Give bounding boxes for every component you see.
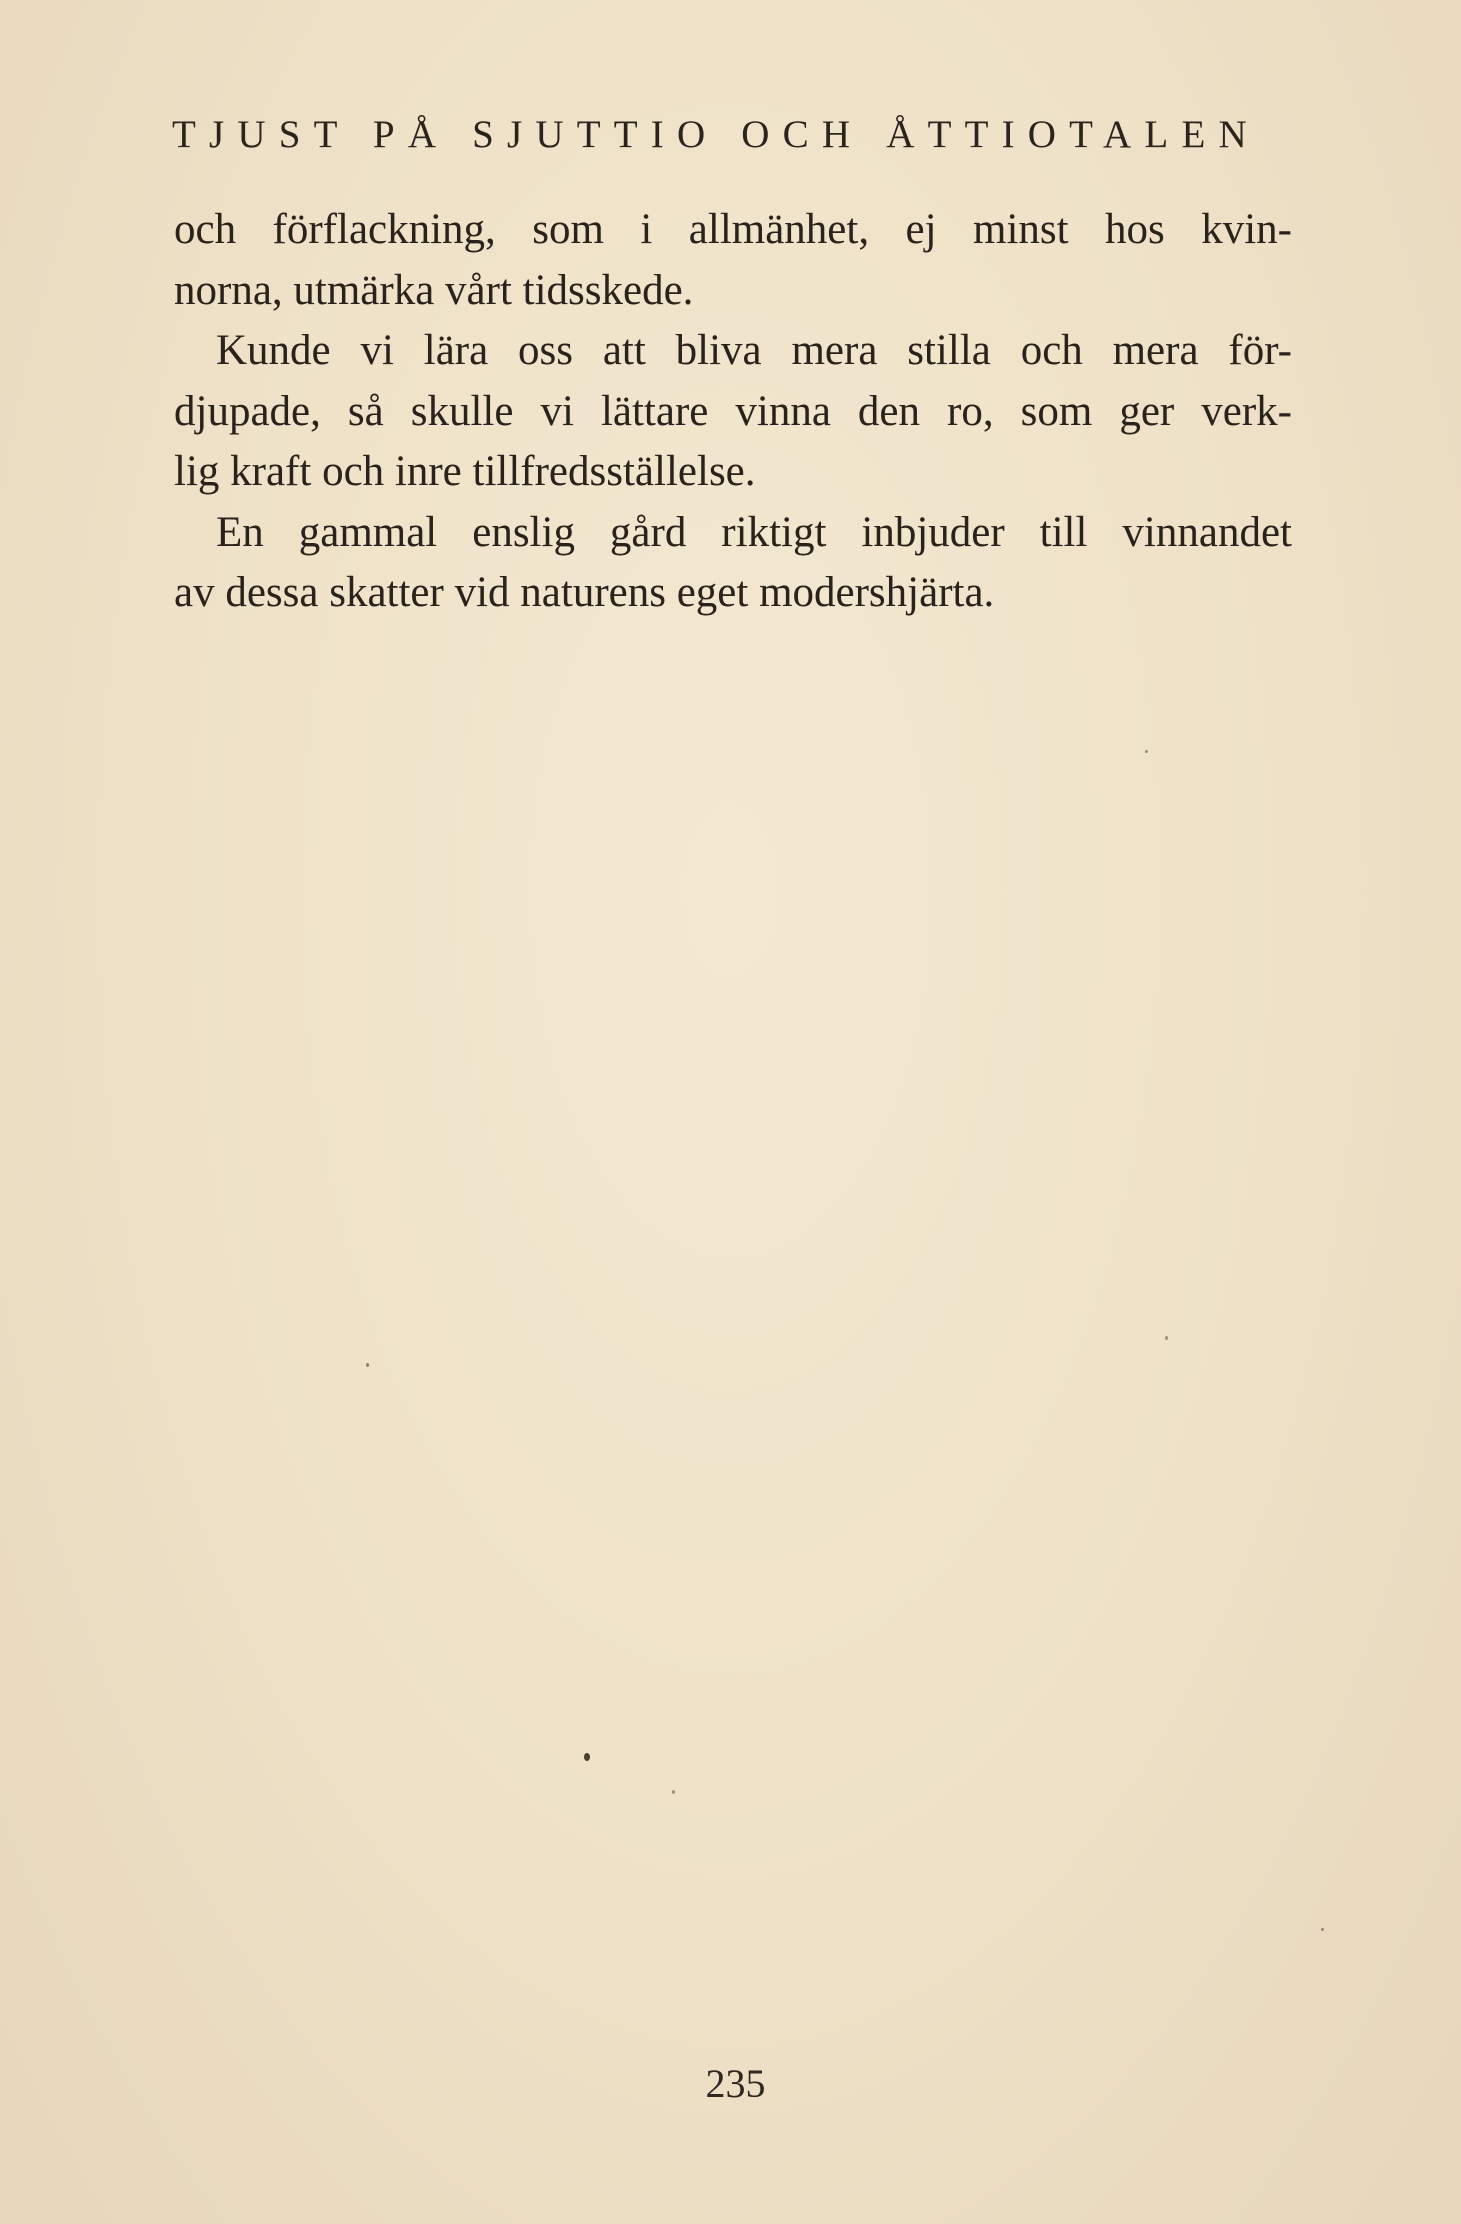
paper-speck — [1165, 1336, 1168, 1340]
paragraph-1 — [174, 200, 1292, 321]
paragraph-2 — [174, 321, 1292, 503]
text-line: lig kraft och inre tillfredsställelse. — [174, 448, 756, 495]
paper-speck — [672, 1790, 675, 1794]
text-line: Kunde vi lära oss att bliva mera stilla och mera för- — [216, 327, 1292, 374]
text-line: och förflackning, som i allmänhet, ej minst hos kvin- — [174, 206, 1292, 253]
paper-speck — [1321, 1928, 1324, 1931]
text-line: av dessa skatter vid naturens eget modershjärta. — [174, 569, 995, 616]
text-line: En gammal enslig gård riktigt inbjuder till vinnandet — [216, 508, 1292, 556]
running-head: TJUST PÅ SJUTTIO OCH ÅTTIOTALEN — [172, 113, 1260, 156]
page-number: 235 — [705, 2061, 766, 2106]
paper-speck — [584, 1753, 590, 1761]
body-text — [174, 200, 1292, 624]
paper-speck — [366, 1363, 369, 1367]
paper-speck — [1145, 750, 1148, 753]
paragraph-3 — [174, 503, 1292, 624]
text-line: norna, utmärka vårt tidsskede. — [174, 266, 694, 314]
text-line: djupade, så skulle vi lättare vinna den ro, som ger verk- — [174, 387, 1292, 435]
